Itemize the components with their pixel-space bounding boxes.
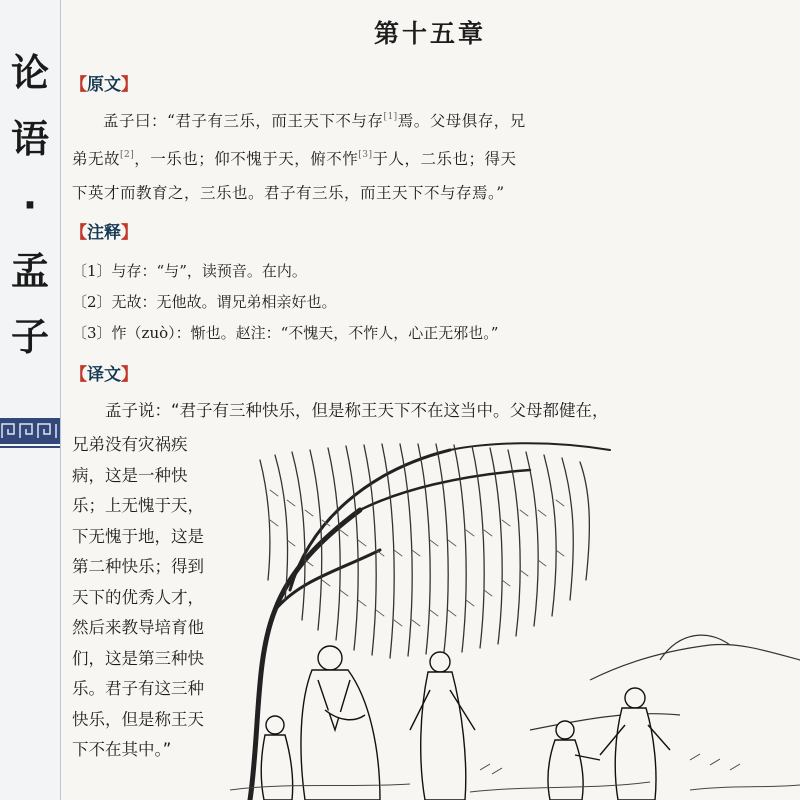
text-run: 焉。父母俱存，兄 [397, 112, 526, 130]
note-item: 〔1〕与存：“与”，读预音。在内。 [72, 262, 307, 280]
book-title-char: 论 [10, 51, 49, 95]
translation-line: 兄弟没有灾祸疾 [72, 435, 188, 454]
section-heading-label: 注释 [87, 223, 121, 243]
translation-line: 们，这是第三种快 [72, 648, 204, 668]
book-title-char: 语 [10, 117, 49, 161]
section-heading-translation: 【译文】 [70, 365, 138, 385]
notes-list [72, 256, 712, 349]
footnote-marker: [3] [358, 150, 373, 160]
note-item: 〔2〕无故：无他故。谓兄弟相亲好也。 [72, 293, 337, 311]
translation-line: 乐。君子有这三种 [72, 679, 204, 698]
chapter-title: 第十五章 [373, 19, 486, 48]
translation-line: 下无愧于地，这是 [72, 526, 204, 546]
section-heading-notes: 【注释】 [70, 223, 138, 243]
original-text [72, 100, 672, 210]
original-line [72, 138, 672, 176]
book-title [8, 40, 52, 370]
section-heading-label: 译文 [87, 365, 121, 385]
translation-column [72, 430, 248, 766]
translation-line: 然后来教导培育他 [72, 618, 204, 637]
section-heading-label: 原文 [87, 75, 121, 95]
original-line [72, 176, 672, 210]
book-title-char: 孟 [10, 249, 49, 293]
translation-line: 第二种快乐；得到 [72, 557, 204, 576]
translation-line: 病，这是一种快 [72, 465, 188, 485]
translation-line: 天下的优秀人才， [72, 587, 204, 607]
footnote-marker: [1] [383, 112, 398, 122]
text-run: 弟无故 [72, 150, 121, 168]
section-heading-original: 【原文】 [70, 75, 138, 95]
meander-ornament-band [0, 418, 60, 444]
side-panel [0, 0, 61, 800]
translation-line: 快乐，但是称王天 [72, 709, 204, 729]
book-title-char: 子 [10, 315, 49, 359]
translation-line: 乐；上无愧于天， [72, 496, 204, 515]
text-run: 孟子曰：“君子有三乐，而王天下不与存 [103, 112, 384, 130]
footnote-marker: [2] [120, 150, 135, 160]
note-item: 〔3〕怍（zuò）：惭也。赵注：“不愧天，不怍人，心正无邪也。” [72, 324, 499, 342]
translation-first-line: 孟子说：“君子有三种快乐，但是称王天下不在这当中。父母都健在， [105, 401, 609, 420]
translation-line: 下不在其中。” [72, 740, 172, 759]
text-run: 于人，二乐也；得天 [372, 150, 517, 168]
divider [0, 446, 60, 448]
text-run: 下英才而教育之，三乐也。君子有三乐，而王天下不与存焉。” [72, 184, 505, 202]
book-title-char: · [22, 183, 38, 227]
text-run: ，一乐也；仰不愧于天，俯不怍 [134, 150, 359, 168]
figures [261, 646, 670, 800]
hills [530, 635, 800, 730]
original-line [72, 100, 672, 138]
woodblock-illustration [230, 430, 800, 800]
